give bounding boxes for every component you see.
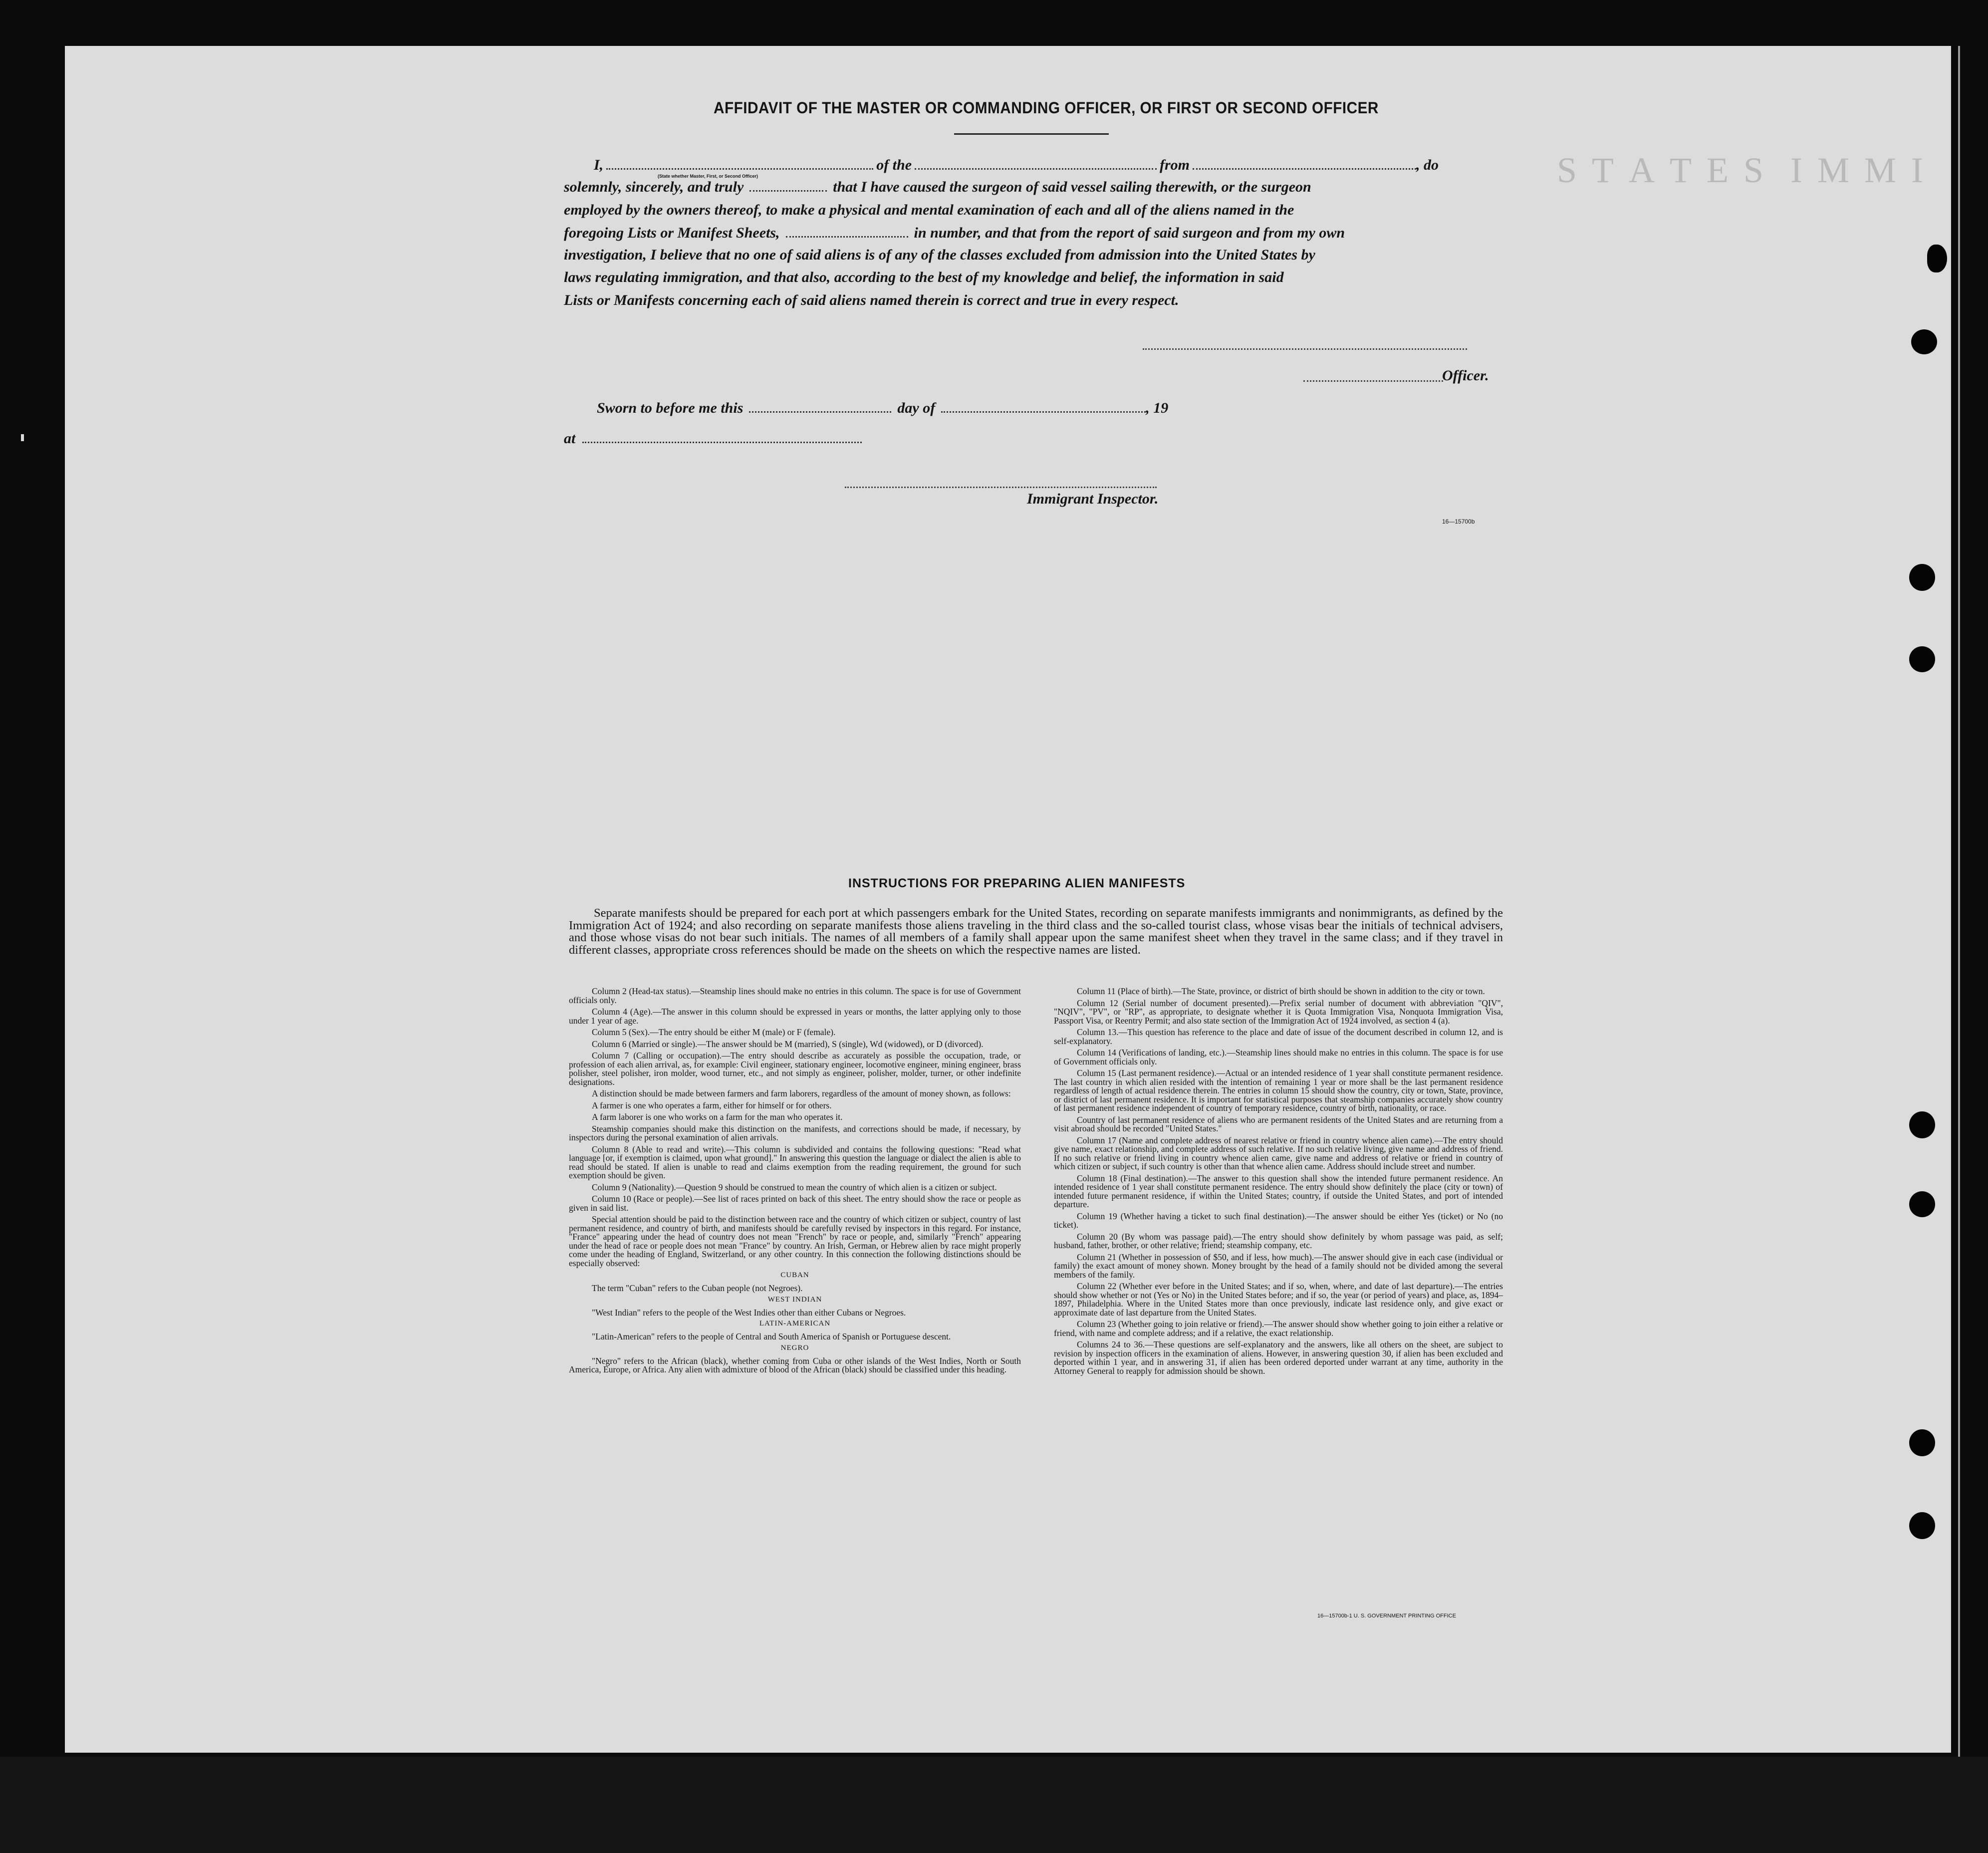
instr-farm-laborer: A farm laborer is one who works on a farm for the man who operates it. [592,1112,843,1122]
instr-column-8: Column 8 (Able to read and write).—This column is subdivided and contains the following questions: "Read what language [or, if exemption is claimed, upon what ground]." In answering this question the language or dialect the alien is able to read should be stated. If alien is unable to read and claims exemption from the reading requirement, the ground for such exemption should be given. [569,1144,1021,1180]
instructions-right-column [1054,987,1503,1378]
instr-column-9: Column 9 (Nationality).—Question 9 should be construed to mean the country of which alien is a citizen or subject. [592,1182,997,1192]
sheet-edge [1958,46,1960,1758]
affidavit-line-1 [594,158,1439,173]
affidavit-line-2: solemnly, sincerely, and truly that I have caused the surgeon of said vessel sailing therewith, or the surgeon [564,179,1311,195]
instr-country-last: Country of last permanent residence of aliens who are permanent residents of the United States and are returning from a visit abroad should be recorded "United States." [1054,1114,1503,1133]
affidavit-line-4: foregoing Lists or Manifest Sheets, in number, and that from the report of said surgeon and from my own [564,225,1345,241]
affidavit-line-5: investigation, I believe that no one of said aliens is of any of the classes excluded from admission into the United States by [564,247,1315,263]
affidavit-line-3: employed by the owners thereof, to make a physical and mental examination of each and all of the aliens named in the [564,202,1294,218]
punch-hole [1909,564,1935,591]
heading-west-indian: WEST INDIAN [767,1295,822,1304]
instr-column-20: Column 20 (By whom was passage paid).—The entry should show definitely by whom passage was paid, as self; husband, father, brother, or other relative; friend; steamship company, etc. [1054,1231,1503,1250]
officer-signature-dots [1303,380,1443,382]
at-line: at [564,431,865,446]
punch-hole [1927,245,1947,272]
title-underline [954,133,1109,135]
instructions-intro: Separate manifests should be prepared for each port at which passengers embark for the United States, recording on separate manifests immigrants and nonimmigrants, as defined by the Immigration Act of 1924; and also recording on separate manifests those aliens traveling in the third class and the so-called tourist class, whose visas bear the initials of technical advisers, and those whose visas do not bear such initials. The names of all members of a family shall appear upon the same manifest sheet when they travel in the same class; and if they travel in different classes, appropriate cross references should be made on the sheets on which the respective names are listed. [569,906,1503,957]
instr-column-4: Column 4 (Age).—The answer in this column should be expressed in years or months, the latter applying only to those under 1 year of age. [569,1007,1021,1026]
instr-column-14: Column 14 (Verifications of landing, etc.).—Steamship lines should make no entries in this column. The space is for use of Government officials only. [1054,1048,1503,1066]
instr-west-indian: "West Indian" refers to the people of the West Indies other than either Cubans or Negroes. [592,1307,906,1318]
officer-rank-note: (State whether Master, First, or Second Officer) [658,174,758,179]
instr-column-22: Column 22 (Whether ever before in the United States; and if so, when, where, and date of last departure).—The entries should show whether or not (Yes or No) in the United States before; and if so, the year (or period of years) and place, as, 1894–1897, Philadelphia. Where in the United States more than once previously, indicate last residence only, and give exact or approximate date of last departure from the United States. [1054,1281,1503,1318]
form-number: 16—15700b [1442,518,1475,525]
instr-column-2: Column 2 (Head-tax status).—Steamship lines should make no entries in this column. The space is for use of Government officials only. [569,986,1021,1005]
instr-column-15: Column 15 (Last permanent residence).—Actual or an intended residence of 1 year shall constitute permanent residence. The last country in which alien resided with the intention of remaining 1 year or more shall be the last permanent residence regardless of length of actual residence therein. The entries in column 15 should show the country, city or town, State, province, or district of last permanent residence. It is important for statistical purposes that steamship companies accurately show country of last permanent residence independent of country of temporary residence, country of birth, nationality, or race. [1054,1068,1503,1113]
instr-column-11: Column 11 (Place of birth).—The State, province, or district of birth should be shown in addition to the city or town. [1077,986,1485,996]
affidavit-line-7: Lists or Manifests concerning each of said aliens named therein is correct and true in every respect. [564,292,1179,308]
affidavit-title: AFFIDAVIT OF THE MASTER OR COMMANDING OFFICER, OR FIRST OR SECOND OFFICER [714,99,1379,117]
instr-column-10: Column 10 (Race or people).—See list of races printed on back of this sheet. The entry should show the race or people as given in said list. [569,1194,1021,1213]
instructions-title: INSTRUCTIONS FOR PREPARING ALIEN MANIFESTS [848,876,1186,890]
instr-column-19: Column 19 (Whether having a ticket to such final destination).—The answer should be either Yes (ticket) or No (no ticket). [1054,1211,1503,1230]
punch-hole [1909,1111,1935,1138]
instr-column-17: Column 17 (Name and complete address of nearest relative or friend in country whence alien came).—The entry should give name, exact relationship, and complete address of such relative. If no such relative living, give name and address of friend. If no such relative or friend living in country whence alien came, give name and address of relative or friend in country of which citizen or subject, if such country is other than that whence alien came. Address should include street and number. [1054,1135,1503,1171]
instr-column-6: Column 6 (Married or single).—The answer should be M (married), S (single), Wd (widowed), or D (divorced). [592,1039,984,1049]
affidavit-line-6: laws regulating immigration, and that also, according to the best of my knowledge and belief, the information in said [564,269,1284,285]
heading-negro: NEGRO [780,1343,809,1352]
sworn-line: Sworn to before me this day of , 19 [597,400,1169,416]
instr-steamship: Steamship companies should make this distinction on the manifests, and corrections should be made, if necessary, by inspectors during the personal examination of alien arrivals. [569,1123,1021,1142]
heading-cuban: CUBAN [780,1271,809,1279]
punch-hole [1909,1191,1935,1217]
affidavit-I: I, [594,157,604,173]
instr-column-23: Column 23 (Whether going to join relative or friend).—The answer should show whether going to join either a relative or friend, with name and complete address; and if a relative, the exact relationship. [1054,1319,1503,1338]
punch-hole [1911,329,1937,354]
instr-cuban: The term "Cuban" refers to the Cuban people (not Negroes). [592,1283,803,1293]
scan-border-bottom [0,1757,1988,1853]
instr-column-21: Column 21 (Whether in possession of $50, and if less, how much).—The answer should give in each case (individual or family) the exact amount of money shown. Money brought by the head of a family should not be divided among the several members of the family. [1054,1252,1503,1280]
punch-hole [1909,1429,1935,1456]
scan-speck [21,434,24,441]
affidavit-do: , do [1416,157,1439,173]
affidavit-from: from [1160,157,1190,173]
punch-hole [1909,1512,1935,1539]
inspector-label: Immigrant Inspector. [1027,491,1159,507]
instr-column-13: Column 13.—This question has reference to the place and date of issue of the document described in column 12, and is self-explanatory. [1054,1027,1503,1046]
instr-column-7: Column 7 (Calling or occupation).—The entry should describe as accurately as possible the occupation, trade, or profession of each alien arrival, as, for example: Civil engineer, stationary engineer, locomotive engineer, mining engineer, brass polisher, steel polisher, iron molder, wood turner, etc., and not simply as engineer, polisher, molder, turner, or other indefinite designations. [569,1051,1021,1087]
affidavit-of-the: of the [876,157,912,173]
instr-distinction: A distinction should be made between farmers and farm laborers, regardless of the amount of money shown, as follows: [592,1088,1011,1098]
instr-columns-24-36: Columns 24 to 36.—These questions are self-explanatory and the answers, like all others on the sheet, are subject to revision by inspection officers in the examination of aliens. However, in answering question 30, if alien has been excluded and deported within 1 year, and in answering 31, if alien has been ordered deported under warrant at any time, authority in the Attorney General to reapply for admission should be shown. [1054,1339,1503,1376]
instr-special: Special attention should be paid to the distinction between race and the country of which citizen or subject, country of last permanent residence, and country of birth, and manifests should be carefully revised by inspectors in this regard. For instance, "France" appearing under the head of country does not mean "French" by race or people, and, similarly "French" appearing under the head of race or people does not mean "France" by country. An Irish, German, or Hebrew alien by race might properly come under the heading of England, Switzerland, or any other country. In this connection the following distinctions should be especially observed: [569,1214,1021,1268]
bleed-through-text: S T A T E S I M M I [1557,150,1927,190]
instr-farmer: A farmer is one who operates a farm, either for himself or for others. [592,1100,832,1110]
instr-column-5: Column 5 (Sex).—The entry should be either M (male) or F (female). [592,1027,836,1037]
heading-latin-american: LATIN-AMERICAN [759,1320,831,1327]
instr-negro: "Negro" refers to the African (black), whether coming from Cuba or other islands of the West Indies, North or South America, Europe, or Africa. Any alien with admixture of blood of the African (black) should be classified under this heading. [569,1355,1021,1374]
instr-latin-american: "Latin-American" refers to the people of Central and South America of Spanish or Portuguese descent. [592,1331,951,1341]
instructions-left-column [569,987,1021,1377]
officer-signature-line [1143,348,1467,350]
instr-column-12: Column 12 (Serial number of document presented).—Prefix serial number of document with abbreviation "QIV", "NQIV", "PV", or "RP", as appropriate, to designate whether it is Quota Immigration Visa, Nonquota Immigration Visa, Passport Visa, or Reentry Permit; and also state section of the Immigration Act of 1924 involved, as section 4 (a). [1054,998,1503,1026]
inspector-signature-line [845,487,1157,488]
punch-hole [1909,646,1935,672]
printing-office-footer: 16—15700b-1 U. S. GOVERNMENT PRINTING OFFICE [1317,1613,1456,1619]
officer-label: Officer. [1442,367,1489,384]
instr-column-18: Column 18 (Final destination).—The answer to this question shall show the intended future permanent residence. An intended residence of 1 year shall constitute permanent residence. The entry should show definitely the place (city or town) of intended future permanent residence, if within the United States; country, if outside the United States, and port of intended departure. [1054,1173,1503,1209]
